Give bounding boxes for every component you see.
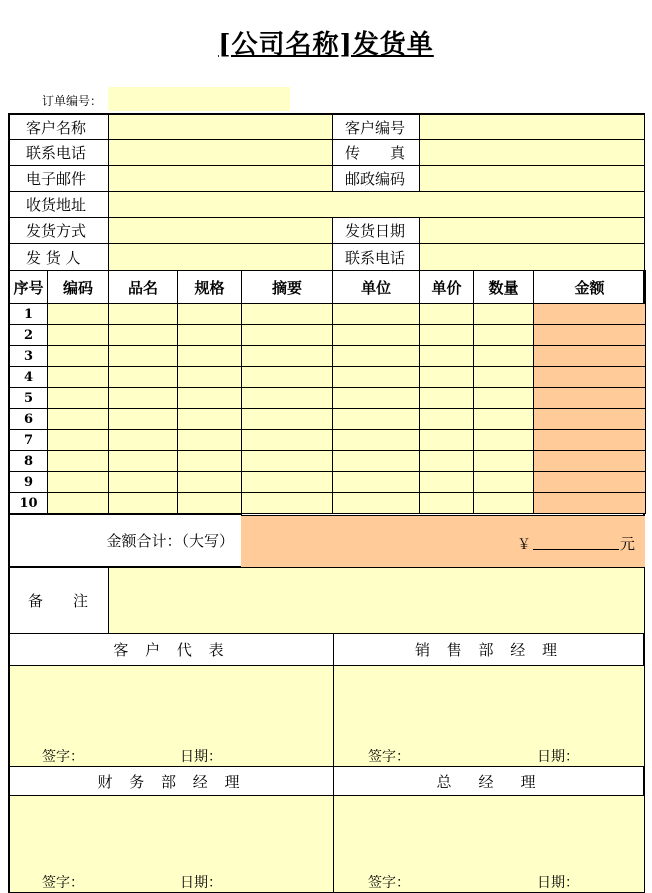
cell-amount[interactable] xyxy=(533,345,646,367)
cell-price[interactable] xyxy=(419,471,474,493)
cell-spec[interactable] xyxy=(177,387,242,409)
customer-no-field[interactable] xyxy=(419,114,645,140)
cell-code[interactable] xyxy=(47,408,109,430)
column-header-unit: 单位 xyxy=(332,270,420,304)
cell-unit[interactable] xyxy=(332,345,420,367)
cell-amount[interactable] xyxy=(533,324,646,346)
cell-spec[interactable] xyxy=(177,324,242,346)
email-label: 电子邮件 xyxy=(9,165,109,192)
total-amount-field[interactable] xyxy=(241,515,645,567)
cell-name[interactable] xyxy=(108,429,178,451)
fax-field[interactable] xyxy=(419,139,645,166)
cell-code[interactable] xyxy=(47,303,109,325)
cell-code[interactable] xyxy=(47,324,109,346)
cell-summary[interactable] xyxy=(241,387,333,409)
items-table xyxy=(9,270,645,515)
row-number: 2 xyxy=(9,324,48,346)
cell-name[interactable] xyxy=(108,450,178,472)
cell-summary[interactable] xyxy=(241,345,333,367)
cell-code[interactable] xyxy=(47,345,109,367)
cell-amount[interactable] xyxy=(533,387,646,409)
cell-spec[interactable] xyxy=(177,408,242,430)
cell-price[interactable] xyxy=(419,366,474,388)
ship-method-field[interactable] xyxy=(108,217,333,244)
cell-summary[interactable] xyxy=(241,324,333,346)
customer-no-label: 客户编号 xyxy=(332,114,420,140)
cell-name[interactable] xyxy=(108,366,178,388)
cell-unit[interactable] xyxy=(332,492,420,514)
cell-price[interactable] xyxy=(419,408,474,430)
address-label: 收货地址 xyxy=(9,191,109,218)
customer-name-label: 客户名称 xyxy=(9,114,109,140)
cell-amount[interactable] xyxy=(533,429,646,451)
date-label: 日期： xyxy=(180,749,222,765)
row-number: 10 xyxy=(9,492,48,514)
cell-qty[interactable] xyxy=(473,345,534,367)
cell-amount[interactable] xyxy=(533,408,646,430)
column-header-seq: 序号 xyxy=(9,270,48,304)
cell-amount[interactable] xyxy=(533,471,646,493)
cell-summary[interactable] xyxy=(241,471,333,493)
column-header-code: 编码 xyxy=(47,270,109,304)
cell-code[interactable] xyxy=(47,366,109,388)
cell-unit[interactable] xyxy=(332,408,420,430)
row-number: 7 xyxy=(9,429,48,451)
cell-unit[interactable] xyxy=(332,429,420,451)
ship-date-field[interactable] xyxy=(419,217,645,244)
cell-amount[interactable] xyxy=(533,303,646,325)
date-label: 日期： xyxy=(537,875,579,891)
general-manager-header: 总 经 理 xyxy=(333,766,645,796)
sign-label: 签字： xyxy=(42,875,84,891)
cell-code[interactable] xyxy=(47,387,109,409)
cell-unit[interactable] xyxy=(332,324,420,346)
amount-underline xyxy=(533,549,619,550)
cell-price[interactable] xyxy=(419,324,474,346)
cell-name[interactable] xyxy=(108,303,178,325)
cell-name[interactable] xyxy=(108,387,178,409)
yuan-label: 元 xyxy=(620,535,636,553)
general-manager-sign-area[interactable] xyxy=(333,795,645,893)
customer-name-field[interactable] xyxy=(108,114,333,140)
order-no-field[interactable] xyxy=(108,87,290,111)
cell-name[interactable] xyxy=(108,345,178,367)
date-label: 日期： xyxy=(537,749,579,765)
cell-name[interactable] xyxy=(108,471,178,493)
cell-summary[interactable] xyxy=(241,408,333,430)
cell-amount[interactable] xyxy=(533,492,646,514)
cell-code[interactable] xyxy=(47,429,109,451)
customer-rep-sign-area[interactable] xyxy=(9,665,334,767)
cell-spec[interactable] xyxy=(177,492,242,514)
cell-qty[interactable] xyxy=(473,492,534,514)
cell-qty[interactable] xyxy=(473,303,534,325)
cell-summary[interactable] xyxy=(241,429,333,451)
cell-unit[interactable] xyxy=(332,471,420,493)
cell-name[interactable] xyxy=(108,324,178,346)
order-no-label: 订单编号： xyxy=(42,94,103,108)
row-number: 8 xyxy=(9,450,48,472)
cell-qty[interactable] xyxy=(473,366,534,388)
cell-spec[interactable] xyxy=(177,429,242,451)
cell-summary[interactable] xyxy=(241,492,333,514)
cell-unit[interactable] xyxy=(332,303,420,325)
sign-label: 签字： xyxy=(42,749,84,765)
cell-spec[interactable] xyxy=(177,471,242,493)
cell-qty[interactable] xyxy=(473,471,534,493)
cell-unit[interactable] xyxy=(332,366,420,388)
shipper-field[interactable] xyxy=(108,243,333,271)
sign-label: 签字： xyxy=(368,875,410,891)
cell-code[interactable] xyxy=(47,471,109,493)
cell-spec[interactable] xyxy=(177,366,242,388)
total-label: 金额合计：（大写） xyxy=(9,514,242,567)
remarks-label: 备 注 xyxy=(9,567,109,634)
shipper-label: 发 货 人 xyxy=(9,243,109,271)
page-title: [公司名称]发货单 xyxy=(218,30,434,60)
cell-price[interactable] xyxy=(419,303,474,325)
postcode-field[interactable] xyxy=(419,165,645,192)
contact-phone2-field[interactable] xyxy=(419,243,645,271)
cell-price[interactable] xyxy=(419,345,474,367)
contact-phone-field[interactable] xyxy=(108,139,333,166)
column-header-summary: 摘要 xyxy=(241,270,333,304)
email-field[interactable] xyxy=(108,165,333,192)
cell-price[interactable] xyxy=(419,450,474,472)
remarks-field[interactable] xyxy=(108,567,645,634)
cell-qty[interactable] xyxy=(473,408,534,430)
date-label: 日期： xyxy=(180,875,222,891)
cell-summary[interactable] xyxy=(241,450,333,472)
column-header-spec: 规格 xyxy=(177,270,242,304)
cell-spec[interactable] xyxy=(177,345,242,367)
row-number: 6 xyxy=(9,408,48,430)
postcode-label: 邮政编码 xyxy=(332,165,420,192)
ship-method-label: 发货方式 xyxy=(9,217,109,244)
cell-summary[interactable] xyxy=(241,366,333,388)
cell-spec[interactable] xyxy=(177,303,242,325)
sign-label: 签字： xyxy=(368,749,410,765)
cell-spec[interactable] xyxy=(177,450,242,472)
cell-price[interactable] xyxy=(419,387,474,409)
column-header-amount: 金额 xyxy=(533,270,646,304)
row-number: 5 xyxy=(9,387,48,409)
cell-name[interactable] xyxy=(108,408,178,430)
cell-qty[interactable] xyxy=(473,324,534,346)
cell-summary[interactable] xyxy=(241,303,333,325)
row-number: 9 xyxy=(9,471,48,493)
cell-price[interactable] xyxy=(419,429,474,451)
cell-qty[interactable] xyxy=(473,387,534,409)
row-number: 4 xyxy=(9,366,48,388)
cell-code[interactable] xyxy=(47,450,109,472)
cell-price[interactable] xyxy=(419,492,474,514)
contact-phone2-label: 联系电话 xyxy=(332,243,420,271)
ship-date-label: 发货日期 xyxy=(332,217,420,244)
column-header-price: 单价 xyxy=(419,270,474,304)
finance-manager-sign-area[interactable] xyxy=(9,795,334,893)
cell-name[interactable] xyxy=(108,492,178,514)
row-number: 1 xyxy=(9,303,48,325)
cell-unit[interactable] xyxy=(332,450,420,472)
cell-amount[interactable] xyxy=(533,450,646,472)
cell-code[interactable] xyxy=(47,492,109,514)
fax-label: 传 真 xyxy=(332,139,420,166)
cell-qty[interactable] xyxy=(473,450,534,472)
column-header-name: 品名 xyxy=(108,270,178,304)
sales-manager-header: 销 售 部 经 理 xyxy=(333,633,645,666)
column-header-qty: 数量 xyxy=(473,270,534,304)
contact-phone-label: 联系电话 xyxy=(9,139,109,166)
currency-symbol: ￥ xyxy=(517,537,531,553)
finance-manager-header: 财 务 部 经 理 xyxy=(9,766,334,796)
sales-manager-sign-area[interactable] xyxy=(333,665,645,767)
cell-amount[interactable] xyxy=(533,366,646,388)
customer-rep-header: 客 户 代 表 xyxy=(9,633,334,666)
cell-qty[interactable] xyxy=(473,429,534,451)
cell-unit[interactable] xyxy=(332,387,420,409)
address-field[interactable] xyxy=(108,191,645,218)
row-number: 3 xyxy=(9,345,48,367)
